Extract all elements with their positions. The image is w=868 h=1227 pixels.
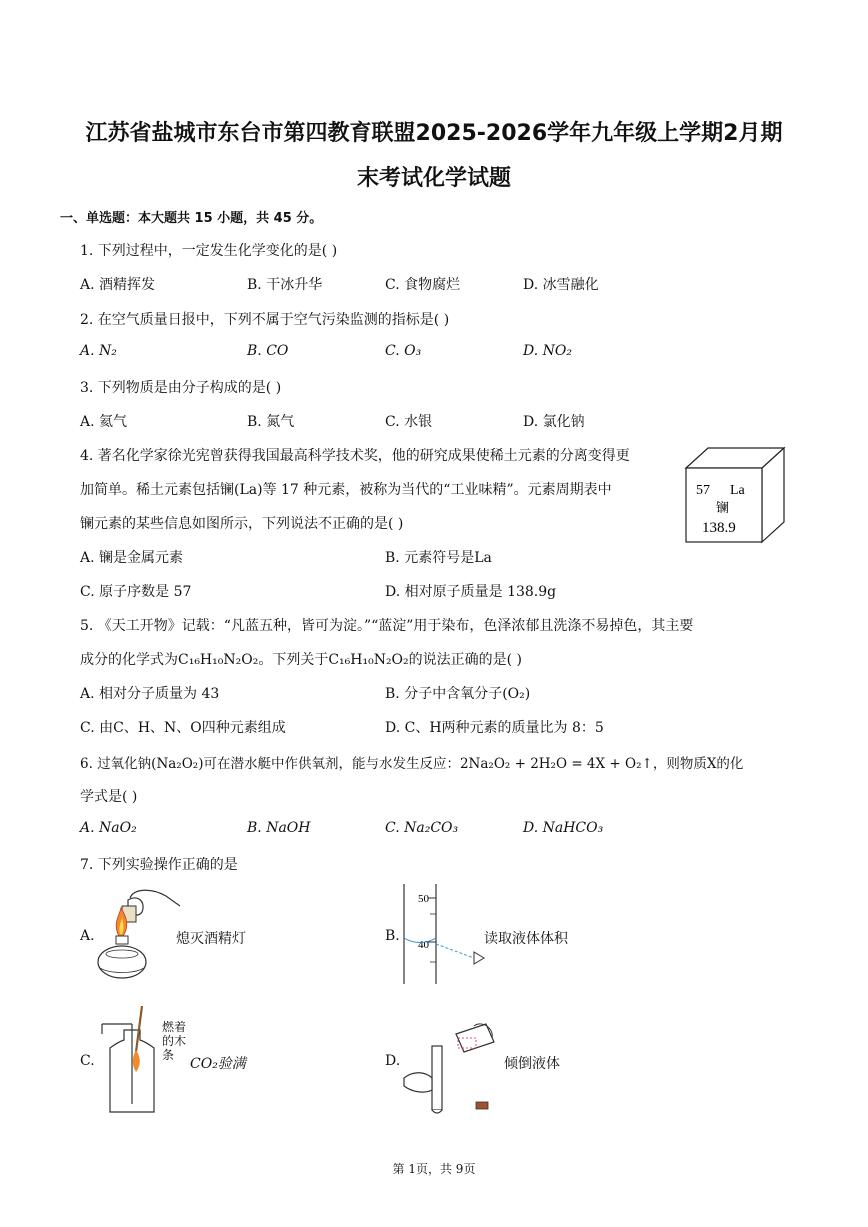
q6-option-c: C. Na₂CO₃ bbox=[385, 820, 459, 836]
q4-stem-line1: 4. 著名化学家徐光宪曾获得我国最高科学技术奖，他的研究成果使稀土元素的分离变得更 bbox=[80, 448, 630, 464]
exam-title-line2: 末考试化学试题 bbox=[356, 166, 511, 191]
scale-label-mid: 40 bbox=[418, 939, 429, 951]
q7-option-a-letter: A. bbox=[80, 928, 95, 944]
q6-option-a: A. NaO₂ bbox=[80, 820, 137, 836]
q4-option-b: B. 元素符号是La bbox=[385, 550, 492, 566]
q1-option-c: C. 食物腐烂 bbox=[385, 277, 461, 293]
q2-option-d: D. NO₂ bbox=[523, 343, 572, 359]
q2-option-c: C. O₃ bbox=[385, 343, 422, 359]
q5-option-c: C. 由C、H、N、O四种元素组成 bbox=[80, 720, 286, 736]
card-symbol: La bbox=[730, 483, 745, 498]
graduated-cylinder-illustration bbox=[398, 882, 488, 986]
q3-option-a: A. 氦气 bbox=[80, 414, 128, 430]
q5-option-d: D. C、H两种元素的质量比为 8：5 bbox=[385, 720, 604, 736]
pouring-liquid-illustration bbox=[402, 1020, 502, 1120]
q7-option-c-letter: C. bbox=[80, 1053, 95, 1069]
q7-option-d-caption: 倾倒液体 bbox=[504, 1056, 560, 1072]
q6-stem-line1: 6. 过氧化钠(Na₂O₂)可在潜水艇中作供氧剂，能与水发生反应：2Na₂O₂ + 2H₂O = 4X + O₂↑，则物质X的化 bbox=[80, 756, 744, 772]
q4-option-d: D. 相对原子质量是 138.9g bbox=[385, 584, 557, 600]
q7-option-d-letter: D. bbox=[385, 1053, 401, 1069]
q5-option-a: A. 相对分子质量为 43 bbox=[80, 686, 220, 702]
q4-option-c: C. 原子序数是 57 bbox=[80, 584, 192, 600]
q2-option-b: B. CO bbox=[247, 343, 289, 359]
q6-stem-line2: 学式是( ) bbox=[80, 789, 138, 805]
q7-option-a-caption: 熄灭酒精灯 bbox=[176, 931, 246, 947]
q1-option-a: A. 酒精挥发 bbox=[80, 277, 156, 293]
q6-option-d: D. NaHCO₃ bbox=[523, 820, 604, 836]
section-heading: 一、单选题：本大题共 15 小题，共 45 分。 bbox=[60, 211, 323, 226]
burning-splint-note: 燃着 的木 条 bbox=[162, 1020, 187, 1062]
q7-option-c-caption: CO₂验满 bbox=[190, 1056, 246, 1072]
q3-option-c: C. 水银 bbox=[385, 414, 433, 430]
q5-stem-line2: 成分的化学式为C₁₆H₁₀N₂O₂。下列关于C₁₆H₁₀N₂O₂的说法正确的是( ) bbox=[80, 652, 523, 668]
gas-bottle-illustration bbox=[96, 1004, 160, 1116]
q4-stem-line2: 加简单。稀土元素包括镧(La)等 17 种元素，被称为当代的“工业味精”。元素周期表中 bbox=[80, 482, 612, 498]
q1-option-d: D. 冰雪融化 bbox=[523, 277, 599, 293]
q6-option-b: B. NaOH bbox=[247, 820, 311, 836]
page-footer: 第 1页，共 9页 bbox=[392, 1162, 476, 1176]
q1-option-b: B. 干冰升华 bbox=[247, 277, 323, 293]
card-atomic-mass: 138.9 bbox=[702, 520, 736, 536]
q2-option-a: A. N₂ bbox=[80, 343, 117, 359]
card-atomic-number: 57 bbox=[696, 483, 710, 498]
alcohol-lamp-illustration bbox=[94, 884, 184, 984]
q2-stem: 2. 在空气质量日报中，下列不属于空气污染监测的指标是( ) bbox=[80, 312, 450, 328]
q7-option-b-letter: B. bbox=[385, 928, 400, 944]
q5-option-b: B. 分子中含氧分子(O₂) bbox=[385, 686, 531, 702]
exam-title-line1: 江苏省盐城市东台市第四教育联盟2025-2026学年九年级上学期2月期 bbox=[85, 121, 783, 146]
q1-stem: 1. 下列过程中，一定发生化学变化的是( ) bbox=[80, 243, 338, 259]
q4-stem-line3: 镧元素的某些信息如图所示，下列说法不正确的是( ) bbox=[80, 516, 404, 532]
lanthanum-element-card bbox=[684, 444, 788, 548]
card-element-name: 镧 bbox=[716, 500, 730, 515]
q3-option-d: D. 氯化钠 bbox=[523, 414, 585, 430]
q7-option-b-caption: 读取液体体积 bbox=[484, 931, 568, 947]
q3-option-b: B. 氮气 bbox=[247, 414, 295, 430]
q7-stem: 7. 下列实验操作正确的是 bbox=[80, 857, 238, 873]
q5-stem-line1: 5. 《天工开物》记载：“凡蓝五种，皆可为淀。”“蓝淀”用于染布，色泽浓郁且洗涤不易掉色，其主要 bbox=[80, 618, 694, 634]
q3-stem: 3. 下列物质是由分子构成的是( ) bbox=[80, 380, 282, 396]
scale-label-top: 50 bbox=[418, 893, 429, 905]
q4-option-a: A. 镧是金属元素 bbox=[80, 550, 184, 566]
